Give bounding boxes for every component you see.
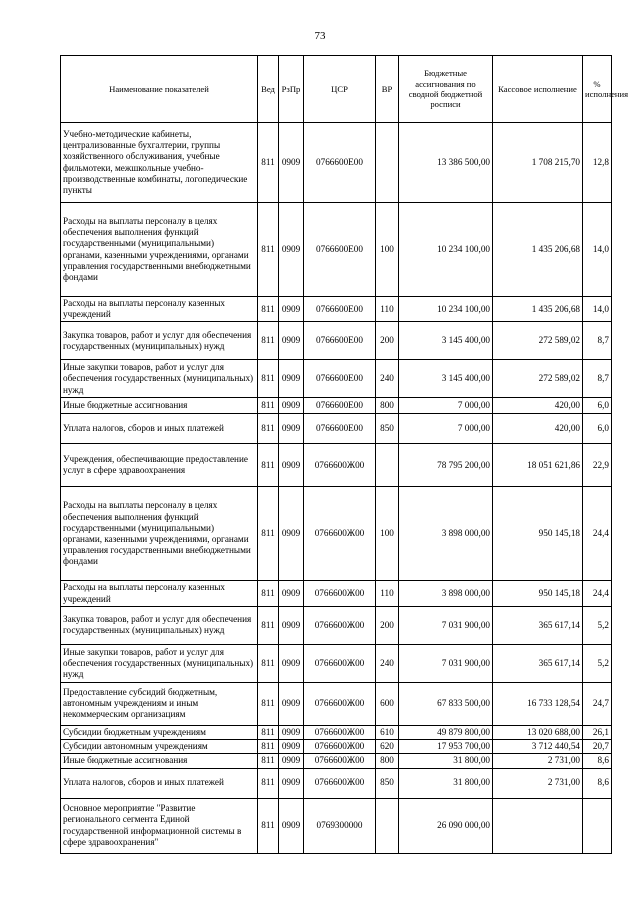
cell-name: Иные бюджетные ассигнования <box>61 398 258 414</box>
cell-pct: 8,7 <box>583 360 612 398</box>
cell-vr <box>376 444 399 487</box>
table-body <box>61 123 612 854</box>
cell-csr: 0766600Ж00 <box>304 768 376 798</box>
cell-csr: 0766600Е00 <box>304 360 376 398</box>
cell-ved: 811 <box>258 123 279 203</box>
cell-csr: 0769300000 <box>304 798 376 853</box>
cell-csr: 0766600Ж00 <box>304 581 376 606</box>
header-ved: Вед <box>258 56 279 123</box>
header-cash: Кассовое исполнение <box>493 56 583 123</box>
table-row <box>61 644 612 682</box>
cell-ved: 811 <box>258 398 279 414</box>
cell-vr: 100 <box>376 487 399 581</box>
cell-cash: 1 435 206,68 <box>493 203 583 297</box>
cell-budget: 17 953 700,00 <box>399 740 493 754</box>
cell-pct: 24,7 <box>583 682 612 725</box>
cell-rzpr: 0909 <box>279 487 304 581</box>
cell-csr: 0766600Е00 <box>304 322 376 360</box>
cell-name: Иные бюджетные ассигнования <box>61 754 258 768</box>
cell-name: Субсидии автономным учреждениям <box>61 740 258 754</box>
cell-budget: 10 234 100,00 <box>399 203 493 297</box>
cell-ved: 811 <box>258 360 279 398</box>
cell-name: Уплата налогов, сборов и иных платежей <box>61 414 258 444</box>
cell-budget: 78 795 200,00 <box>399 444 493 487</box>
cell-rzpr: 0909 <box>279 581 304 606</box>
cell-rzpr: 0909 <box>279 123 304 203</box>
cell-name: Закупка товаров, работ и услуг для обеспечения государственных (муниципальных) нужд <box>61 322 258 360</box>
cell-vr: 240 <box>376 644 399 682</box>
cell-ved: 811 <box>258 682 279 725</box>
cell-rzpr: 0909 <box>279 398 304 414</box>
cell-ved: 811 <box>258 203 279 297</box>
cell-ved: 811 <box>258 414 279 444</box>
cell-budget: 7 031 900,00 <box>399 606 493 644</box>
cell-name: Иные закупки товаров, работ и услуг для обеспечения государственных (муниципальных) нужд <box>61 644 258 682</box>
cell-ved: 811 <box>258 606 279 644</box>
cell-budget: 13 386 500,00 <box>399 123 493 203</box>
cell-name: Расходы на выплаты персоналу в целях обеспечения выполнения функций государственными (муниципальными) органами, казенными учреждениями, органами управления государственными внебюджетными фондами <box>61 203 258 297</box>
cell-cash: 16 733 128,54 <box>493 682 583 725</box>
cell-rzpr: 0909 <box>279 444 304 487</box>
cell-name: Уплата налогов, сборов и иных платежей <box>61 768 258 798</box>
table-row <box>61 398 612 414</box>
cell-budget: 49 879 800,00 <box>399 725 493 739</box>
cell-budget: 67 833 500,00 <box>399 682 493 725</box>
cell-vr: 850 <box>376 414 399 444</box>
budget-table <box>60 55 629 854</box>
cell-vr: 240 <box>376 360 399 398</box>
cell-pct: 14,0 <box>583 203 612 297</box>
cell-ved: 811 <box>258 725 279 739</box>
cell-csr: 0766600Е00 <box>304 123 376 203</box>
cell-rzpr: 0909 <box>279 754 304 768</box>
cell-budget: 3 898 000,00 <box>399 487 493 581</box>
cell-pct: 12,8 <box>583 123 612 203</box>
cell-rzpr: 0909 <box>279 798 304 853</box>
cell-cash: 1 435 206,68 <box>493 297 583 322</box>
cell-ved: 811 <box>258 740 279 754</box>
table-row <box>61 768 612 798</box>
cell-csr: 0766600Е00 <box>304 414 376 444</box>
cell-csr: 0766600Ж00 <box>304 644 376 682</box>
table-row <box>61 444 612 487</box>
cell-pct <box>583 798 612 853</box>
cell-pct: 26,1 <box>583 725 612 739</box>
cell-cash: 272 589,02 <box>493 360 583 398</box>
header-pct: % исполнения <box>583 56 612 123</box>
cell-name: Расходы на выплаты персоналу казенных учреждений <box>61 297 258 322</box>
cell-pct: 20,7 <box>583 740 612 754</box>
table-row <box>61 203 612 297</box>
cell-vr <box>376 798 399 853</box>
cell-csr: 0766600Ж00 <box>304 606 376 644</box>
cell-vr: 620 <box>376 740 399 754</box>
cell-cash: 420,00 <box>493 398 583 414</box>
cell-budget: 7 031 900,00 <box>399 644 493 682</box>
cell-ved: 811 <box>258 322 279 360</box>
cell-csr: 0766600Ж00 <box>304 725 376 739</box>
cell-name: Основное мероприятие "Развитие регионального сегмента Единой государственной информационной системы в сфере здравоохранения" <box>61 798 258 853</box>
table-row <box>61 740 612 754</box>
cell-budget: 3 145 400,00 <box>399 360 493 398</box>
header-budget: Бюджетные ассигнования по сводной бюджетной росписи <box>399 56 493 123</box>
table-row <box>61 754 612 768</box>
header-vr: ВР <box>376 56 399 123</box>
cell-vr: 200 <box>376 322 399 360</box>
cell-budget: 31 800,00 <box>399 768 493 798</box>
cell-vr: 200 <box>376 606 399 644</box>
cell-ved: 811 <box>258 487 279 581</box>
cell-vr: 600 <box>376 682 399 725</box>
cell-name: Закупка товаров, работ и услуг для обеспечения государственных (муниципальных) нужд <box>61 606 258 644</box>
cell-csr: 0766600Ж00 <box>304 754 376 768</box>
cell-csr: 0766600Ж00 <box>304 487 376 581</box>
cell-cash: 3 712 440,54 <box>493 740 583 754</box>
cell-cash: 365 617,14 <box>493 644 583 682</box>
cell-vr: 850 <box>376 768 399 798</box>
cell-name: Учреждения, обеспечивающие предоставление услуг в сфере здравоохранения <box>61 444 258 487</box>
cell-budget: 26 090 000,00 <box>399 798 493 853</box>
cell-pct: 5,2 <box>583 644 612 682</box>
cell-rzpr: 0909 <box>279 768 304 798</box>
cell-cash: 13 020 688,00 <box>493 725 583 739</box>
cell-vr: 800 <box>376 754 399 768</box>
cell-ved: 811 <box>258 297 279 322</box>
cell-cash: 2 731,00 <box>493 754 583 768</box>
cell-rzpr: 0909 <box>279 297 304 322</box>
cell-cash: 950 145,18 <box>493 581 583 606</box>
cell-cash: 1 708 215,70 <box>493 123 583 203</box>
cell-pct: 24,4 <box>583 581 612 606</box>
cell-budget: 3 145 400,00 <box>399 322 493 360</box>
header-rzpr: РзПр <box>279 56 304 123</box>
cell-pct: 5,2 <box>583 606 612 644</box>
cell-cash: 272 589,02 <box>493 322 583 360</box>
table-row <box>61 581 612 606</box>
cell-ved: 811 <box>258 754 279 768</box>
table-row <box>61 123 612 203</box>
page-number: 73 <box>314 30 326 42</box>
cell-pct: 6,0 <box>583 414 612 444</box>
table-row <box>61 487 612 581</box>
cell-rzpr: 0909 <box>279 322 304 360</box>
cell-pct: 8,7 <box>583 322 612 360</box>
cell-rzpr: 0909 <box>279 414 304 444</box>
cell-csr: 0766600Е00 <box>304 203 376 297</box>
cell-vr: 800 <box>376 398 399 414</box>
cell-name: Предоставление субсидий бюджетным, автономным учреждениям и иным некоммерческим организациям <box>61 682 258 725</box>
cell-vr: 100 <box>376 203 399 297</box>
cell-cash <box>493 798 583 853</box>
cell-budget: 10 234 100,00 <box>399 297 493 322</box>
table-row <box>61 798 612 853</box>
header-row <box>61 56 612 123</box>
cell-vr: 110 <box>376 297 399 322</box>
cell-rzpr: 0909 <box>279 606 304 644</box>
cell-rzpr: 0909 <box>279 725 304 739</box>
cell-pct: 24,4 <box>583 487 612 581</box>
cell-ved: 811 <box>258 444 279 487</box>
cell-budget: 7 000,00 <box>399 414 493 444</box>
cell-ved: 811 <box>258 581 279 606</box>
cell-vr: 110 <box>376 581 399 606</box>
cell-csr: 0766600Е00 <box>304 398 376 414</box>
cell-pct: 14,0 <box>583 297 612 322</box>
table-row <box>61 606 612 644</box>
cell-vr: 610 <box>376 725 399 739</box>
cell-pct: 8,6 <box>583 754 612 768</box>
cell-rzpr: 0909 <box>279 203 304 297</box>
table-row <box>61 322 612 360</box>
cell-rzpr: 0909 <box>279 740 304 754</box>
cell-name: Иные закупки товаров, работ и услуг для обеспечения государственных (муниципальных) нужд <box>61 360 258 398</box>
cell-cash: 18 051 621,86 <box>493 444 583 487</box>
cell-cash: 420,00 <box>493 414 583 444</box>
cell-vr <box>376 123 399 203</box>
cell-csr: 0766600Е00 <box>304 297 376 322</box>
cell-budget: 31 800,00 <box>399 754 493 768</box>
table-row <box>61 360 612 398</box>
table-row <box>61 725 612 739</box>
cell-csr: 0766600Ж00 <box>304 682 376 725</box>
cell-cash: 2 731,00 <box>493 768 583 798</box>
header-name: Наименование показателей <box>61 56 258 123</box>
cell-rzpr: 0909 <box>279 644 304 682</box>
cell-ved: 811 <box>258 798 279 853</box>
table-row <box>61 297 612 322</box>
cell-name: Расходы на выплаты персоналу казенных учреждений <box>61 581 258 606</box>
cell-budget: 7 000,00 <box>399 398 493 414</box>
cell-pct: 22,9 <box>583 444 612 487</box>
cell-pct: 6,0 <box>583 398 612 414</box>
cell-rzpr: 0909 <box>279 360 304 398</box>
cell-name: Субсидии бюджетным учреждениям <box>61 725 258 739</box>
cell-cash: 950 145,18 <box>493 487 583 581</box>
cell-budget: 3 898 000,00 <box>399 581 493 606</box>
cell-cash: 365 617,14 <box>493 606 583 644</box>
cell-name: Учебно-методические кабинеты, централизованные бухгалтерии, группы хозяйственного обслуживания, учебные фильмотеки, межшкольные учебно-производственные комбинаты, логопедические пункты <box>61 123 258 203</box>
header-csr: ЦСР <box>304 56 376 123</box>
cell-ved: 811 <box>258 768 279 798</box>
cell-name: Расходы на выплаты персоналу в целях обеспечения выполнения функций государственными (муниципальными) органами, казенными учреждениями, органами управления государственными внебюджетными фондами <box>61 487 258 581</box>
cell-ved: 811 <box>258 644 279 682</box>
cell-rzpr: 0909 <box>279 682 304 725</box>
cell-csr: 0766600Ж00 <box>304 444 376 487</box>
cell-pct: 8,6 <box>583 768 612 798</box>
table-row <box>61 414 612 444</box>
cell-csr: 0766600Ж00 <box>304 740 376 754</box>
table-row <box>61 682 612 725</box>
